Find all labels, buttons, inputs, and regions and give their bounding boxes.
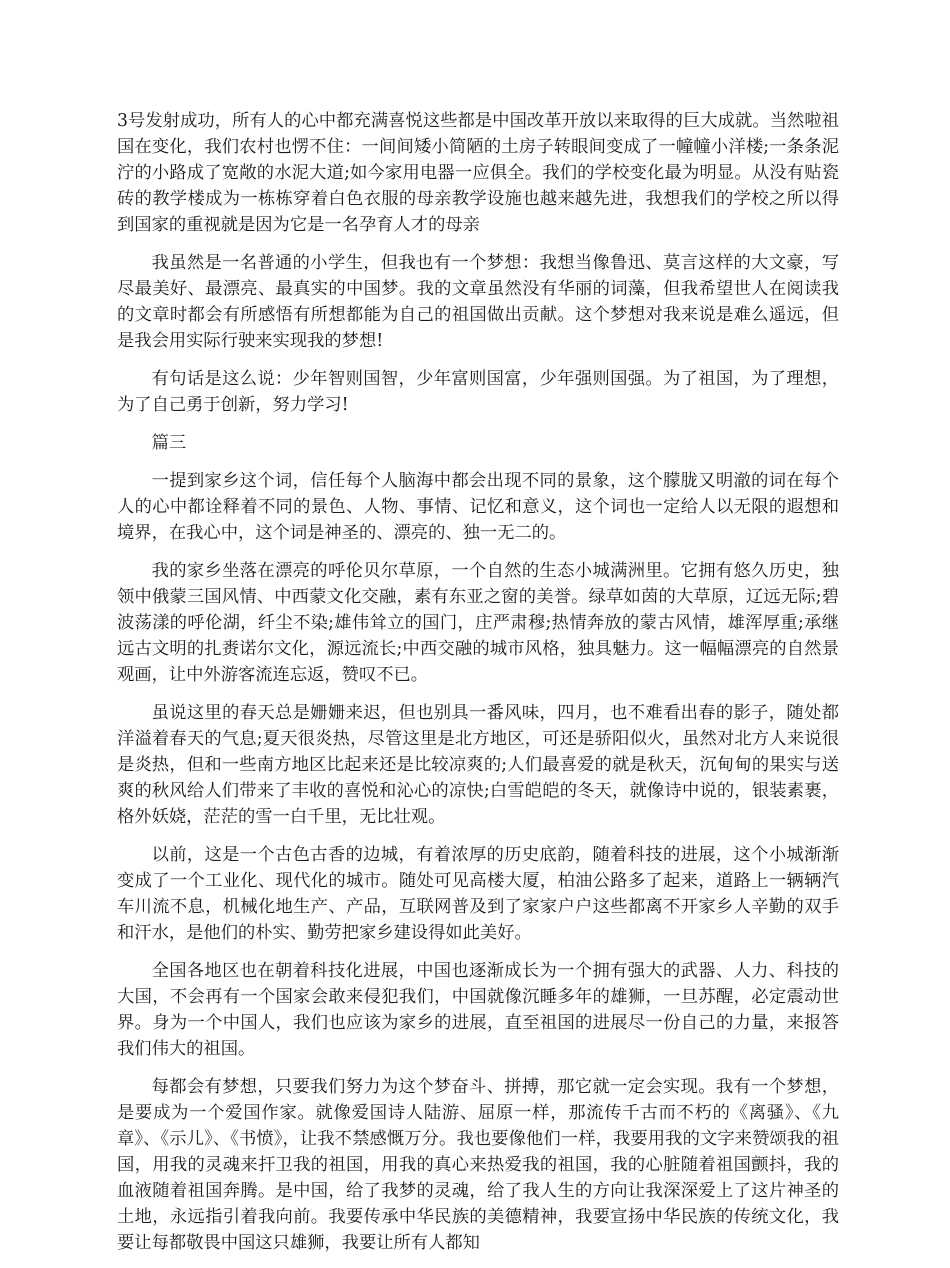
document-page [117,108,839,1268]
paragraph-5: 我的家乡坐落在漂亮的呼伦贝尔草原，一个自然的生态小城满洲里。它拥有悠久历史，独领中俄蒙三国风情、中西蒙文化交融，素有东亚之窗的美誉。绿草如茵的大草原，辽远无际;碧波荡漾的呼伦湖，纤尘不染;雄伟耸立的国门，庄严肃穆;热情奔放的蒙古风情，雄浑厚重;承继远古文明的扎赉诺尔文化，源远流长;中西交融的城市风格，独具魅力。这一幅幅漂亮的自然景观画，让中外游客流连忘返，赞叹不已。 [117,561,839,685]
section-heading: 篇三 [151,433,187,453]
paragraph-2: 我虽然是一名普通的小学生，但我也有一个梦想：我想当像鲁迅、莫言这样的大文豪，写尽最美好、最漂亮、最真实的中国梦。我的文章虽然没有华丽的词藻，但我希望世人在阅读我的文章时都会有所感悟有所想都能为自己的祖国做出贡献。这个梦想对我来说是难么遥远，但是我会用实际行驶来实现我的梦想! [117,253,839,351]
paragraph-3: 有句话是这么说：少年智则国智，少年富则国富，少年强则国强。为了祖国，为了理想，为了自己勇于创新，努力学习! [117,369,839,415]
paragraph-4: 一提到家乡这个词，信任每个人脑海中都会出现不同的景象，这个朦胧又明澈的词在每个人的心中都诠释着不同的景色、人物、事情、记忆和意义，这个词也一定给人以无限的遐想和境界，在我心中，这个词是神圣的、漂亮的、独一无二的。 [117,471,839,543]
paragraph-6: 虽说这里的春天总是姗姗来迟，但也别具一番风味，四月，也不难看出春的影子，随处都洋溢着春天的气息;夏天很炎热，尽管这里是北方地区，可还是骄阳似火，虽然对北方人来说很是炎热，但和一些南方地区比起来还是比较凉爽的;人们最喜爱的就是秋天，沉甸甸的果实与送爽的秋风给人们带来了丰收的喜悦和沁心的凉快;白雪皑皑的冬天，就像诗中说的，银装素裹，格外妖娆，茫茫的雪一白千里，无比壮观。 [117,703,839,827]
paragraph-1: 3号发射成功，所有人的心中都充满喜悦这些都是中国改革开放以来取得的巨大成就。当然啦祖国在变化，我们农村也愣不住：一间间矮小简陋的土房子转眼间变成了一幢幢小洋楼;一条条泥泞的小路成了宽敞的水泥大道;如今家用电器一应俱全。我们的学校变化最为明显。从没有贴瓷砖的教学楼成为一栋栋穿着白色衣服的母亲教学设施也越来越先进，我想我们的学校之所以得到国家的重视就是因为它是一名孕育人才的母亲 [117,111,839,235]
paragraph-8: 全国各地区也在朝着科技化进展，中国也逐渐成长为一个拥有强大的武器、人力、科技的大国，不会再有一个国家会敢来侵犯我们，中国就像沉睡多年的雄狮，一旦苏醒，必定震动世界。身为一个中国人，我们也应该为家乡的进展，直至祖国的进展尽一份自己的力量，来报答我们伟大的祖国。 [117,961,839,1059]
paragraph-9: 每都会有梦想，只要我们努力为这个梦奋斗、拼搏，那它就一定会实现。我有一个梦想，是要成为一个爱国作家。就像爱国诗人陆游、屈原一样，那流传千古而不朽的《离骚》、《九章》、《示儿》、《书愤》，让我不禁感慨万分。我也要像他们一样，我要用我的文字来赞颂我的祖国，用我的灵魂来扞卫我的祖国，用我的真心来热爱我的祖国，我的心脏随着祖国颤抖，我的血液随着祖国奔腾。是中国，给了我梦的灵魂，给了我人生的方向让我深深爱上了这片神圣的土地，永远指引着我向前。我要传承中华民族的美德精神，我要宣扬中华民族的传统文化，我要让每都敬畏中国这只雄狮，我要让所有人都知 [117,1077,839,1253]
paragraph-7: 以前，这是一个古色古香的边城，有着浓厚的历史底韵，随着科技的进展，这个小城渐渐变成了一个工业化、现代化的城市。随处可见高楼大厦，柏油公路多了起来，道路上一辆辆汽车川流不息，机械化地生产、产品，互联网普及到了家家户户这些都离不开家乡人辛勤的双手和汗水，是他们的朴实、勤劳把家乡建设得如此美好。 [117,845,839,943]
